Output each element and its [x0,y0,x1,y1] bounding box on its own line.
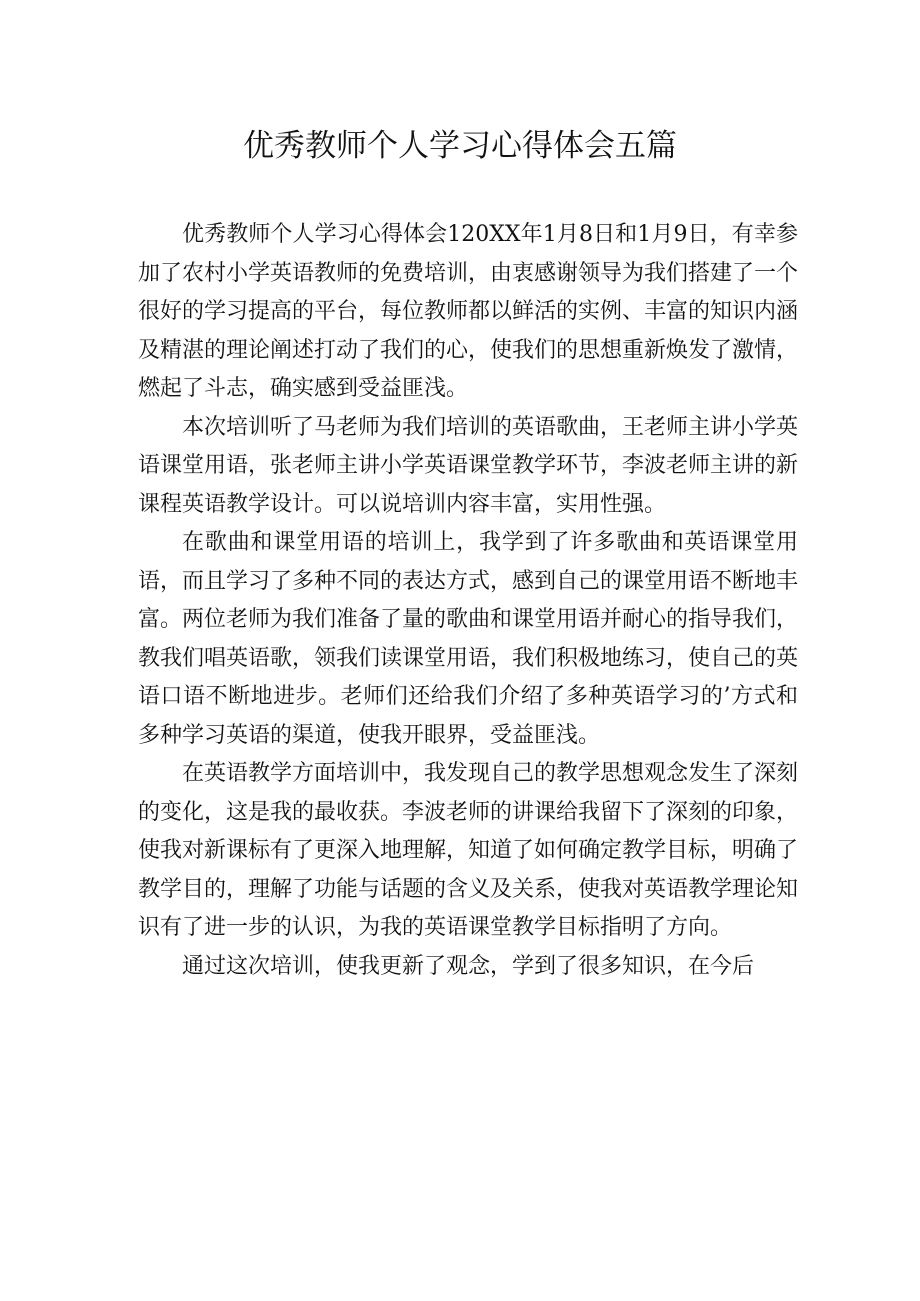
paragraph-4: 在英语教学方面培训中，我发现自己的教学思想观念发生了深刻的变化，这是我的最收获。李波老师的讲课给我留下了深刻的印象，使我对新课标有了更深入地理解，知道了如何确定教学目标，明确了教学目的，理解了功能与话题的含义及关系，使我对英语教学理论知识有了进一步的认识，为我的英语课堂教学目标指明了方向。 [138,761,799,940]
paragraph-3: 在歌曲和课堂用语的培训上，我学到了许多歌曲和英语课堂用语，而且学习了多种不同的表达方式，感到自己的课堂用语不断地丰富。两位老师为我们准备了量的歌曲和课堂用语并耐心的指导我们，教我们唱英语歌，领我们读课堂用语，我们积极地练习，使自己的英语口语不断地进步。老师们还给我们介绍了多种英语学习的’方式和多种学习英语的渠道，使我开眼界，受益匪浅。 [138,530,799,748]
paragraph-2: 本次培训听了马老师为我们培训的英语歌曲，王老师主讲小学英语课堂用语，张老师主讲小学英语课堂教学环节，李波老师主讲的新课程英语教学设计。可以说培训内容丰富，实用性强。 [138,414,799,517]
document-title: 优秀教师个人学习心得体会五篇 [243,128,677,164]
paragraph-5: 通过这次培训，使我更新了观念，学到了很多知识，在今后 [182,953,755,979]
paragraph-1: 优秀教师个人学习心得体会120XX年1月8日和1月9日，有幸参加了农村小学英语教师的免费培训，由衷感谢领导为我们搭建了一个很好的学习提高的平台，每位教师都以鲜活的实例、丰富的知识内涵及精湛的理论阐述打动了我们的心，使我们的思想重新焕发了激情，燃起了斗志，确实感到受益匪浅。 [138,222,799,401]
document-body [138,216,798,986]
